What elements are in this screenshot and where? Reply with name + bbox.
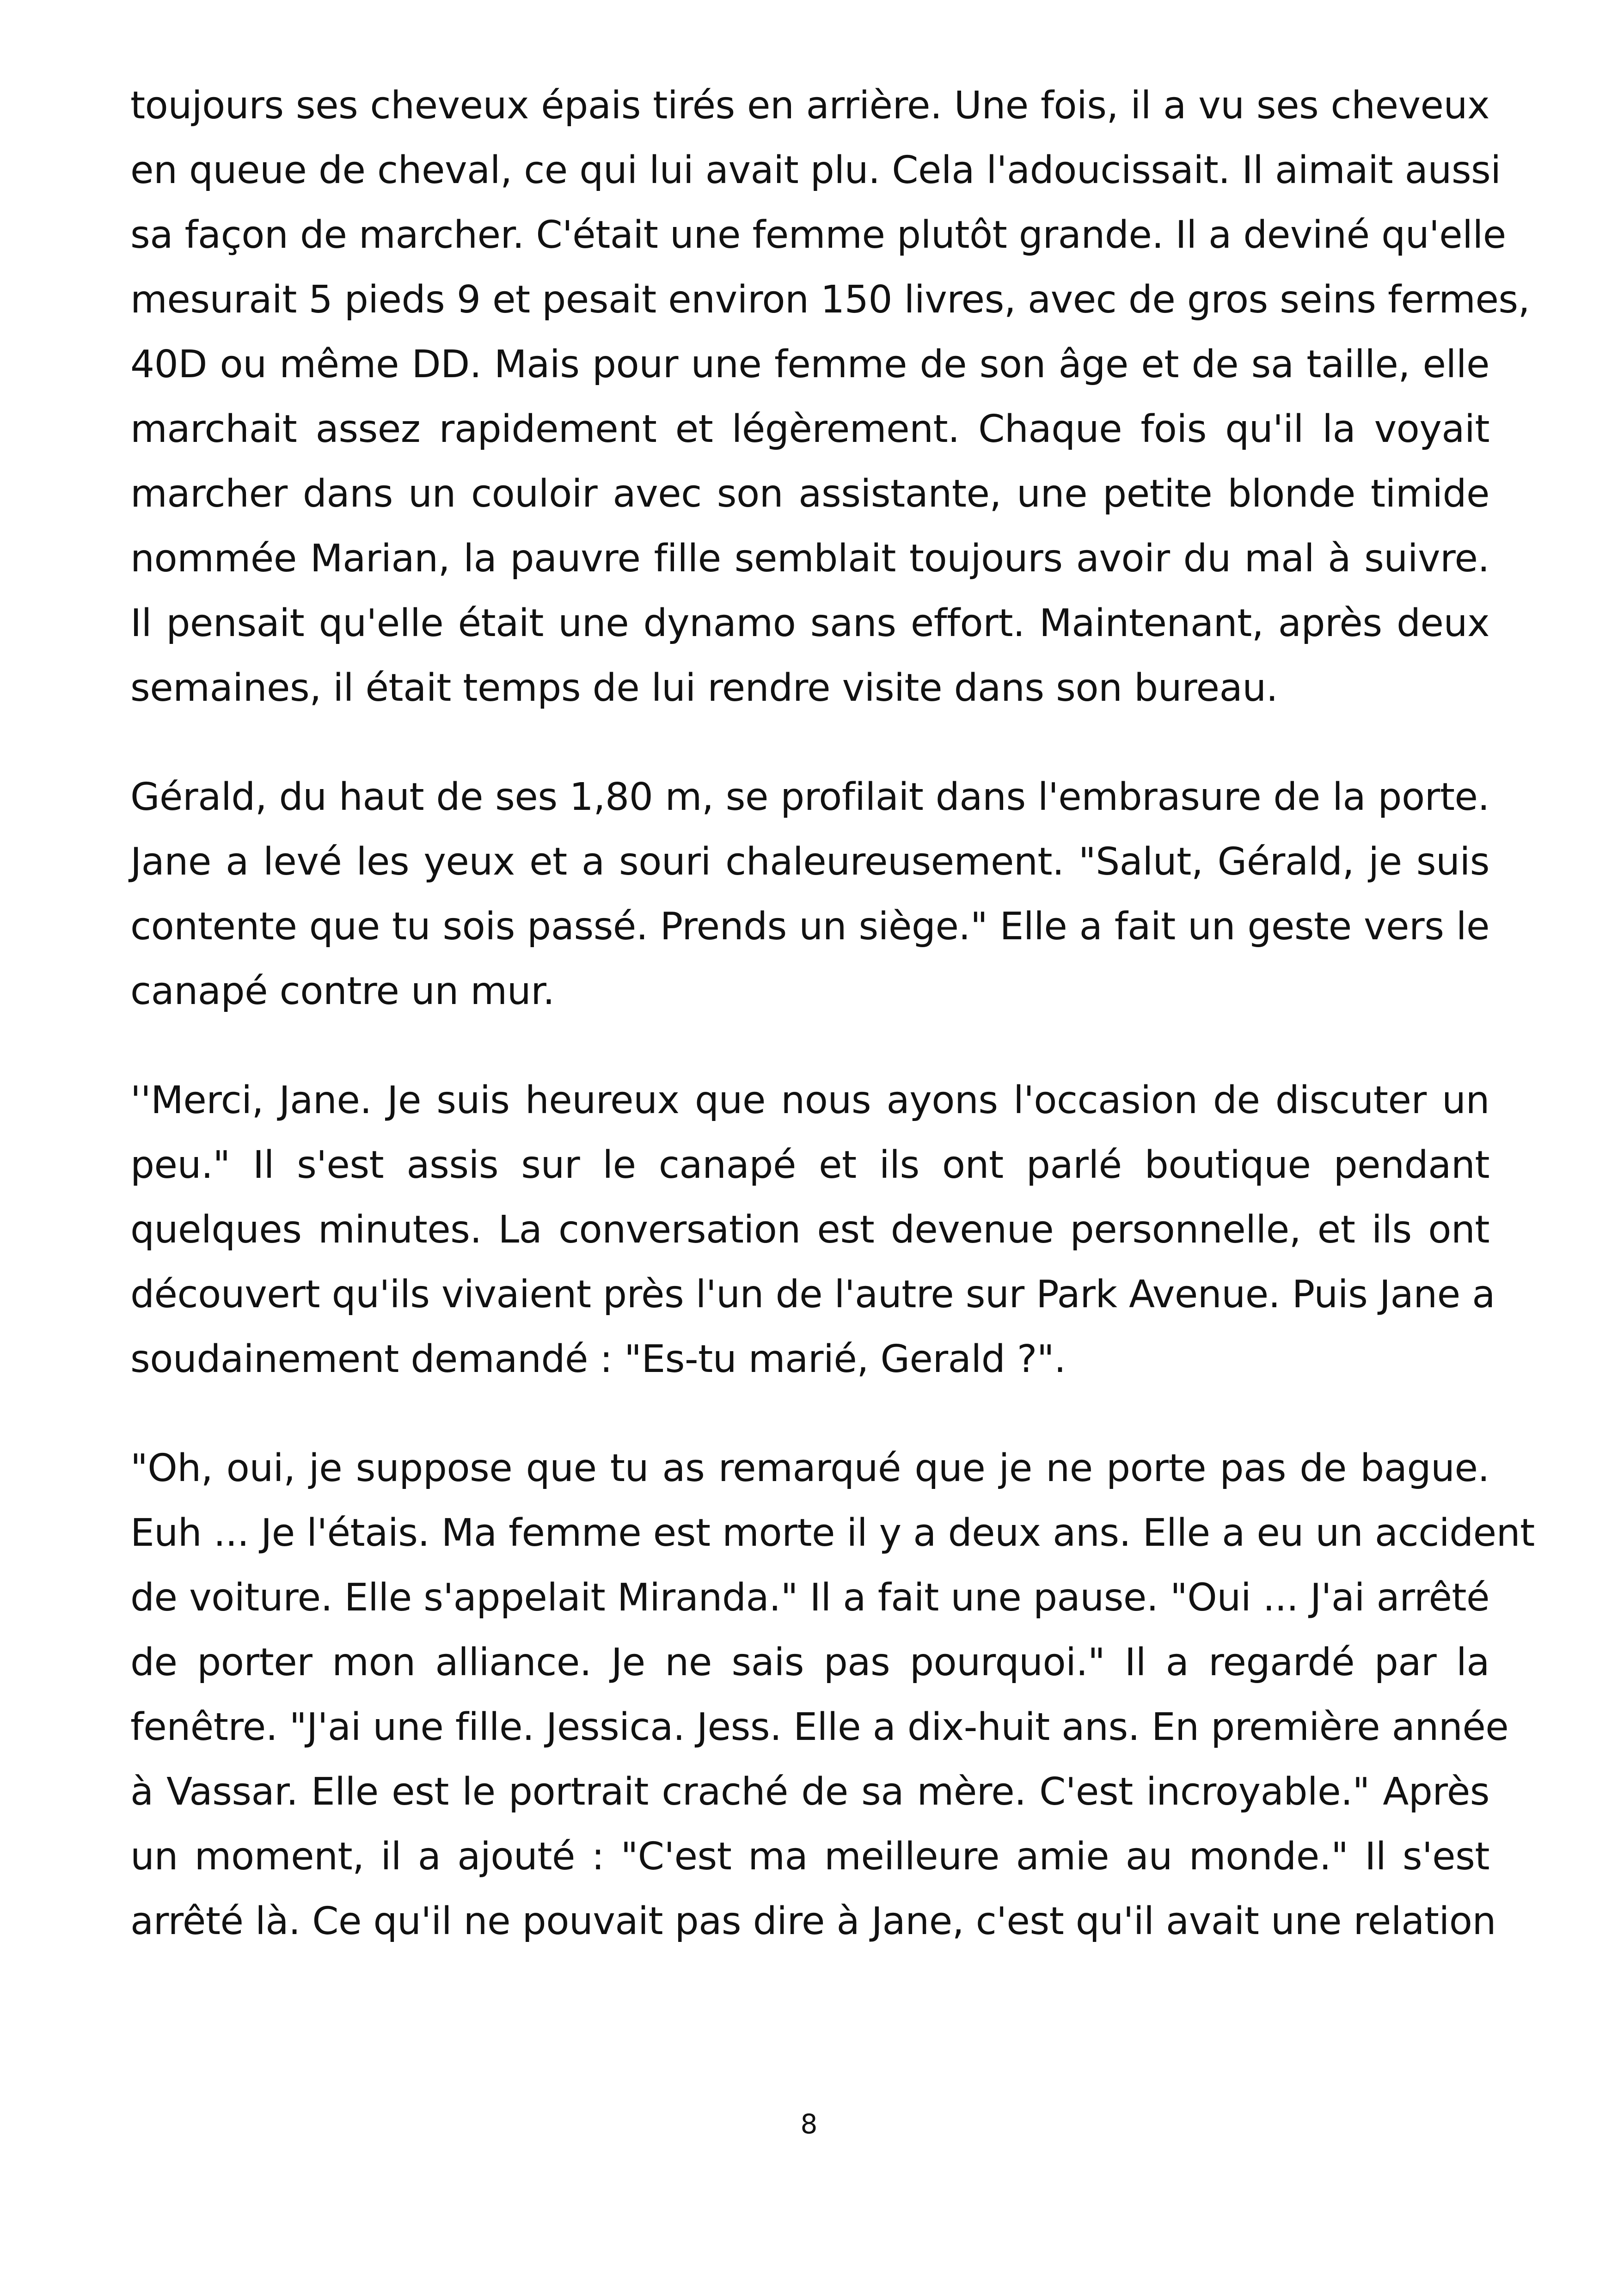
paragraph-1 (130, 73, 1530, 721)
paragraph-2 (130, 765, 1489, 1024)
text-line: nommée Marian, la pauvre fille semblait toujours avoir du mal à suivre. (130, 537, 1489, 581)
text-line: un moment, il a ajouté : "C'est ma meilleure amie au monde." Il s'est (130, 1835, 1489, 1879)
text-line: de voiture. Elle s'appelait Miranda." Il a fait une pause. "Oui ... J'ai arrêté (130, 1576, 1489, 1620)
text-line: sa façon de marcher. C'était une femme plutôt grande. Il a deviné qu'elle (130, 213, 1506, 257)
paragraph-4 (130, 1436, 1535, 1954)
text-line: à Vassar. Elle est le portrait craché de sa mère. C'est incroyable." Après (130, 1770, 1489, 1814)
body-text (130, 73, 1535, 1998)
text-line: ''Merci, Jane. Je suis heureux que nous ayons l'occasion de discuter un (130, 1078, 1489, 1122)
text-line: découvert qu'ils vivaient près l'un de l'autre sur Park Avenue. Puis Jane a (130, 1273, 1495, 1316)
text-line: semaines, il était temps de lui rendre visite dans son bureau. (130, 666, 1278, 710)
text-line: canapé contre un mur. (130, 969, 555, 1013)
text-line: "Oh, oui, je suppose que tu as remarqué que je ne porte pas de bague. (130, 1446, 1489, 1490)
text-line: marchait assez rapidement et légèrement. Chaque fois qu'il la voyait (130, 407, 1489, 451)
text-line: quelques minutes. La conversation est devenue personnelle, et ils ont (130, 1208, 1489, 1252)
text-line: mesurait 5 pieds 9 et pesait environ 150 livres, avec de gros seins fermes, (130, 278, 1530, 322)
text-line: fenêtre. "J'ai une fille. Jessica. Jess. Elle a dix-huit ans. En première année (130, 1705, 1509, 1749)
text-line: Il pensait qu'elle était une dynamo sans effort. Maintenant, après deux (130, 601, 1489, 645)
text-line: marcher dans un couloir avec son assistante, une petite blonde timide (130, 472, 1489, 516)
text-line: en queue de cheval, ce qui lui avait plu. Cela l'adoucissait. Il aimait aussi (130, 148, 1501, 192)
text-line: peu." Il s'est assis sur le canapé et ils ont parlé boutique pendant (130, 1143, 1489, 1187)
text-line: Jane a levé les yeux et a souri chaleureusement. "Salut, Gérald, je suis (130, 840, 1489, 884)
text-line: arrêté là. Ce qu'il ne pouvait pas dire à Jane, c'est qu'il avait une relation (130, 1899, 1496, 1943)
text-line: contente que tu sois passé. Prends un siège." Elle a fait un geste vers le (130, 905, 1489, 949)
text-line: Euh ... Je l'étais. Ma femme est morte il y a deux ans. Elle a eu un accident (130, 1511, 1535, 1555)
text-line: toujours ses cheveux épais tirés en arrière. Une fois, il a vu ses cheveux (130, 84, 1489, 128)
text-line: Gérald, du haut de ses 1,80 m, se profilait dans l'embrasure de la porte. (130, 775, 1489, 819)
page-number: 8 (800, 2108, 818, 2140)
text-line: soudainement demandé : "Es-tu marié, Gerald ?". (130, 1337, 1066, 1381)
text-line: de porter mon alliance. Je ne sais pas pourquoi." Il a regardé par la (130, 1641, 1489, 1684)
paragraph-3 (130, 1068, 1495, 1392)
text-line: 40D ou même DD. Mais pour une femme de son âge et de sa taille, elle (130, 343, 1489, 386)
